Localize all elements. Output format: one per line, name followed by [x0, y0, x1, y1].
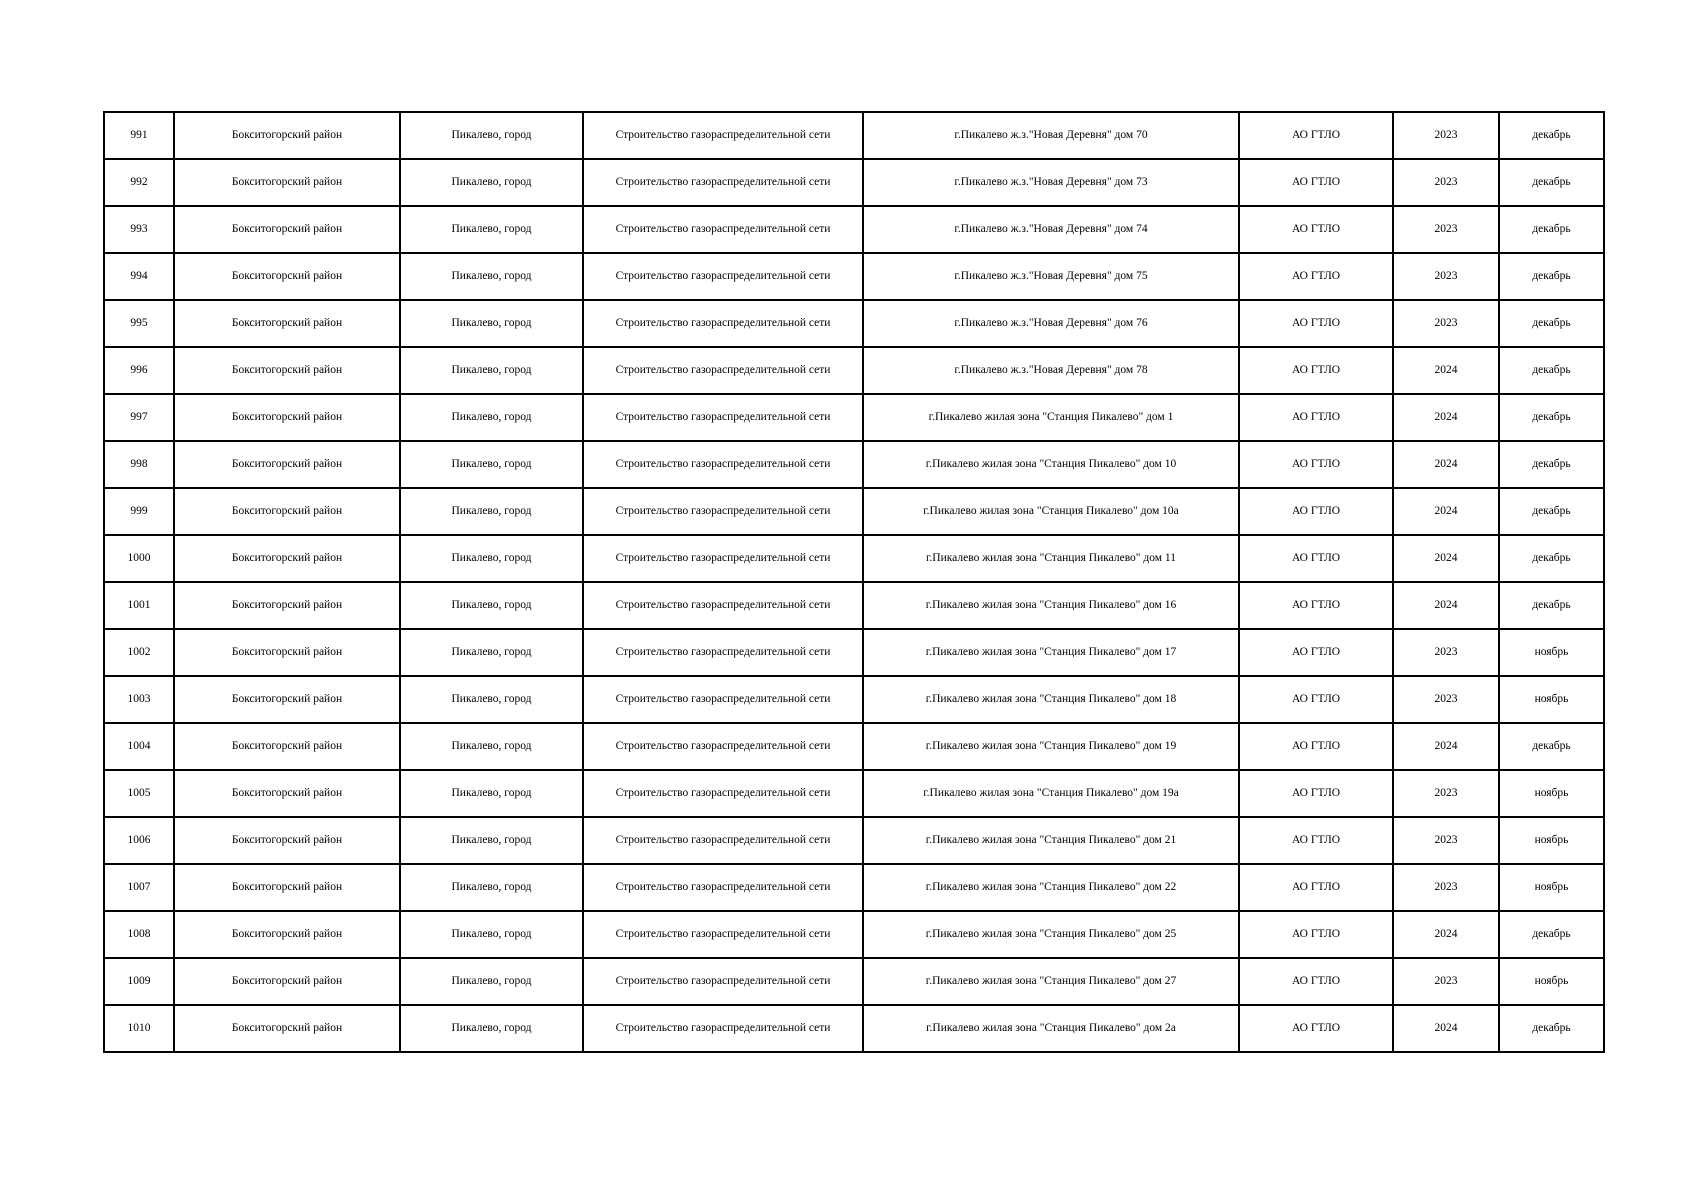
table-row — [104, 723, 1604, 770]
district-cell: Бокситогорский район — [174, 911, 400, 958]
district-cell: Бокситогорский район — [174, 441, 400, 488]
work-type-cell: Строительство газораспределительной сети — [583, 253, 863, 300]
locality-cell: Пикалево, город — [400, 159, 583, 206]
work-type-cell: Строительство газораспределительной сети — [583, 300, 863, 347]
year-cell: 2024 — [1393, 488, 1499, 535]
row-number-cell: 1010 — [104, 1005, 174, 1052]
district-cell: Бокситогорский район — [174, 770, 400, 817]
work-type-cell: Строительство газораспределительной сети — [583, 864, 863, 911]
district-cell: Бокситогорский район — [174, 676, 400, 723]
address-cell: г.Пикалево ж.з."Новая Деревня" дом 70 — [863, 112, 1239, 159]
table-row — [104, 582, 1604, 629]
organization-cell: АО ГТЛО — [1239, 441, 1393, 488]
row-number-cell: 1009 — [104, 958, 174, 1005]
district-cell: Бокситогорский район — [174, 864, 400, 911]
locality-cell: Пикалево, город — [400, 770, 583, 817]
row-number-cell: 993 — [104, 206, 174, 253]
district-cell: Бокситогорский район — [174, 347, 400, 394]
address-cell: г.Пикалево жилая зона "Станция Пикалево" дом 27 — [863, 958, 1239, 1005]
locality-cell: Пикалево, город — [400, 629, 583, 676]
row-number-cell: 997 — [104, 394, 174, 441]
row-number-cell: 1004 — [104, 723, 174, 770]
work-type-cell: Строительство газораспределительной сети — [583, 347, 863, 394]
year-cell: 2024 — [1393, 1005, 1499, 1052]
locality-cell: Пикалево, город — [400, 206, 583, 253]
year-cell: 2024 — [1393, 347, 1499, 394]
work-type-cell: Строительство газораспределительной сети — [583, 1005, 863, 1052]
locality-cell: Пикалево, город — [400, 958, 583, 1005]
table-row — [104, 817, 1604, 864]
table-row — [104, 159, 1604, 206]
year-cell: 2023 — [1393, 206, 1499, 253]
table-row — [104, 535, 1604, 582]
district-cell: Бокситогорский район — [174, 723, 400, 770]
year-cell: 2023 — [1393, 112, 1499, 159]
district-cell: Бокситогорский район — [174, 958, 400, 1005]
row-number-cell: 995 — [104, 300, 174, 347]
month-cell: ноябрь — [1499, 629, 1604, 676]
address-cell: г.Пикалево жилая зона "Станция Пикалево" дом 11 — [863, 535, 1239, 582]
month-cell: декабрь — [1499, 723, 1604, 770]
work-type-cell: Строительство газораспределительной сети — [583, 770, 863, 817]
row-number-cell: 1007 — [104, 864, 174, 911]
address-cell: г.Пикалево ж.з."Новая Деревня" дом 73 — [863, 159, 1239, 206]
organization-cell: АО ГТЛО — [1239, 535, 1393, 582]
district-cell: Бокситогорский район — [174, 535, 400, 582]
table-row — [104, 441, 1604, 488]
row-number-cell: 1002 — [104, 629, 174, 676]
year-cell: 2023 — [1393, 770, 1499, 817]
month-cell: декабрь — [1499, 441, 1604, 488]
table-row — [104, 958, 1604, 1005]
locality-cell: Пикалево, город — [400, 253, 583, 300]
month-cell: ноябрь — [1499, 817, 1604, 864]
district-cell: Бокситогорский район — [174, 582, 400, 629]
month-cell: декабрь — [1499, 535, 1604, 582]
organization-cell: АО ГТЛО — [1239, 817, 1393, 864]
table-row — [104, 253, 1604, 300]
table-row — [104, 676, 1604, 723]
month-cell: декабрь — [1499, 394, 1604, 441]
organization-cell: АО ГТЛО — [1239, 770, 1393, 817]
work-type-cell: Строительство газораспределительной сети — [583, 582, 863, 629]
table-row — [104, 394, 1604, 441]
locality-cell: Пикалево, город — [400, 347, 583, 394]
year-cell: 2024 — [1393, 582, 1499, 629]
locality-cell: Пикалево, город — [400, 1005, 583, 1052]
document-table — [103, 111, 1605, 1053]
year-cell: 2023 — [1393, 817, 1499, 864]
locality-cell: Пикалево, город — [400, 723, 583, 770]
locality-cell: Пикалево, город — [400, 864, 583, 911]
organization-cell: АО ГТЛО — [1239, 206, 1393, 253]
work-type-cell: Строительство газораспределительной сети — [583, 394, 863, 441]
address-cell: г.Пикалево жилая зона "Станция Пикалево" дом 21 — [863, 817, 1239, 864]
district-cell: Бокситогорский район — [174, 629, 400, 676]
district-cell: Бокситогорский район — [174, 817, 400, 864]
locality-cell: Пикалево, город — [400, 441, 583, 488]
month-cell: декабрь — [1499, 488, 1604, 535]
year-cell: 2024 — [1393, 723, 1499, 770]
organization-cell: АО ГТЛО — [1239, 958, 1393, 1005]
month-cell: декабрь — [1499, 300, 1604, 347]
locality-cell: Пикалево, город — [400, 911, 583, 958]
address-cell: г.Пикалево ж.з."Новая Деревня" дом 74 — [863, 206, 1239, 253]
year-cell: 2023 — [1393, 159, 1499, 206]
row-number-cell: 991 — [104, 112, 174, 159]
organization-cell: АО ГТЛО — [1239, 629, 1393, 676]
month-cell: ноябрь — [1499, 958, 1604, 1005]
work-type-cell: Строительство газораспределительной сети — [583, 723, 863, 770]
row-number-cell: 996 — [104, 347, 174, 394]
table-row — [104, 629, 1604, 676]
work-type-cell: Строительство газораспределительной сети — [583, 441, 863, 488]
row-number-cell: 998 — [104, 441, 174, 488]
organization-cell: АО ГТЛО — [1239, 582, 1393, 629]
address-cell: г.Пикалево жилая зона "Станция Пикалево" дом 25 — [863, 911, 1239, 958]
organization-cell: АО ГТЛО — [1239, 676, 1393, 723]
table-row — [104, 488, 1604, 535]
table-row — [104, 770, 1604, 817]
locality-cell: Пикалево, город — [400, 112, 583, 159]
district-cell: Бокситогорский район — [174, 1005, 400, 1052]
table-row — [104, 864, 1604, 911]
address-cell: г.Пикалево жилая зона "Станция Пикалево" дом 2а — [863, 1005, 1239, 1052]
district-cell: Бокситогорский район — [174, 488, 400, 535]
row-number-cell: 1006 — [104, 817, 174, 864]
month-cell: ноябрь — [1499, 864, 1604, 911]
address-cell: г.Пикалево ж.з."Новая Деревня" дом 75 — [863, 253, 1239, 300]
month-cell: декабрь — [1499, 911, 1604, 958]
table-row — [104, 206, 1604, 253]
work-type-cell: Строительство газораспределительной сети — [583, 206, 863, 253]
row-number-cell: 994 — [104, 253, 174, 300]
work-type-cell: Строительство газораспределительной сети — [583, 535, 863, 582]
organization-cell: АО ГТЛО — [1239, 159, 1393, 206]
address-cell: г.Пикалево жилая зона "Станция Пикалево" дом 10а — [863, 488, 1239, 535]
month-cell: декабрь — [1499, 159, 1604, 206]
locality-cell: Пикалево, город — [400, 535, 583, 582]
table-row — [104, 1005, 1604, 1052]
row-number-cell: 992 — [104, 159, 174, 206]
year-cell: 2023 — [1393, 253, 1499, 300]
organization-cell: АО ГТЛО — [1239, 723, 1393, 770]
locality-cell: Пикалево, город — [400, 582, 583, 629]
address-cell: г.Пикалево жилая зона "Станция Пикалево" дом 22 — [863, 864, 1239, 911]
year-cell: 2023 — [1393, 300, 1499, 347]
year-cell: 2023 — [1393, 629, 1499, 676]
district-cell: Бокситогорский район — [174, 112, 400, 159]
locality-cell: Пикалево, город — [400, 488, 583, 535]
address-cell: г.Пикалево ж.з."Новая Деревня" дом 78 — [863, 347, 1239, 394]
address-cell: г.Пикалево жилая зона "Станция Пикалево" дом 17 — [863, 629, 1239, 676]
organization-cell: АО ГТЛО — [1239, 911, 1393, 958]
month-cell: декабрь — [1499, 206, 1604, 253]
district-cell: Бокситогорский район — [174, 159, 400, 206]
locality-cell: Пикалево, город — [400, 300, 583, 347]
address-cell: г.Пикалево жилая зона "Станция Пикалево" дом 10 — [863, 441, 1239, 488]
table-body — [104, 112, 1604, 1052]
row-number-cell: 1001 — [104, 582, 174, 629]
year-cell: 2024 — [1393, 911, 1499, 958]
organization-cell: АО ГТЛО — [1239, 300, 1393, 347]
row-number-cell: 1000 — [104, 535, 174, 582]
organization-cell: АО ГТЛО — [1239, 112, 1393, 159]
year-cell: 2023 — [1393, 676, 1499, 723]
work-type-cell: Строительство газораспределительной сети — [583, 629, 863, 676]
month-cell: декабрь — [1499, 347, 1604, 394]
locality-cell: Пикалево, город — [400, 394, 583, 441]
address-cell: г.Пикалево жилая зона "Станция Пикалево" дом 18 — [863, 676, 1239, 723]
month-cell: декабрь — [1499, 112, 1604, 159]
month-cell: ноябрь — [1499, 676, 1604, 723]
year-cell: 2024 — [1393, 394, 1499, 441]
district-cell: Бокситогорский район — [174, 300, 400, 347]
locality-cell: Пикалево, город — [400, 817, 583, 864]
district-cell: Бокситогорский район — [174, 394, 400, 441]
table-row — [104, 347, 1604, 394]
year-cell: 2023 — [1393, 958, 1499, 1005]
work-type-cell: Строительство газораспределительной сети — [583, 911, 863, 958]
district-cell: Бокситогорский район — [174, 206, 400, 253]
row-number-cell: 1005 — [104, 770, 174, 817]
work-type-cell: Строительство газораспределительной сети — [583, 488, 863, 535]
organization-cell: АО ГТЛО — [1239, 488, 1393, 535]
table-row — [104, 300, 1604, 347]
address-cell: г.Пикалево жилая зона "Станция Пикалево" дом 16 — [863, 582, 1239, 629]
organization-cell: АО ГТЛО — [1239, 394, 1393, 441]
year-cell: 2023 — [1393, 864, 1499, 911]
organization-cell: АО ГТЛО — [1239, 347, 1393, 394]
address-cell: г.Пикалево жилая зона "Станция Пикалево" дом 19 — [863, 723, 1239, 770]
year-cell: 2024 — [1393, 441, 1499, 488]
month-cell: декабрь — [1499, 1005, 1604, 1052]
work-type-cell: Строительство газораспределительной сети — [583, 676, 863, 723]
work-type-cell: Строительство газораспределительной сети — [583, 958, 863, 1005]
organization-cell: АО ГТЛО — [1239, 864, 1393, 911]
organization-cell: АО ГТЛО — [1239, 1005, 1393, 1052]
row-number-cell: 999 — [104, 488, 174, 535]
work-type-cell: Строительство газораспределительной сети — [583, 817, 863, 864]
work-type-cell: Строительство газораспределительной сети — [583, 159, 863, 206]
month-cell: декабрь — [1499, 582, 1604, 629]
table-row — [104, 911, 1604, 958]
locality-cell: Пикалево, город — [400, 676, 583, 723]
row-number-cell: 1008 — [104, 911, 174, 958]
work-type-cell: Строительство газораспределительной сети — [583, 112, 863, 159]
address-cell: г.Пикалево жилая зона "Станция Пикалево" дом 19а — [863, 770, 1239, 817]
district-cell: Бокситогорский район — [174, 253, 400, 300]
address-cell: г.Пикалево жилая зона "Станция Пикалево" дом 1 — [863, 394, 1239, 441]
table-row — [104, 112, 1604, 159]
month-cell: декабрь — [1499, 253, 1604, 300]
year-cell: 2024 — [1393, 535, 1499, 582]
row-number-cell: 1003 — [104, 676, 174, 723]
organization-cell: АО ГТЛО — [1239, 253, 1393, 300]
month-cell: ноябрь — [1499, 770, 1604, 817]
address-cell: г.Пикалево ж.з."Новая Деревня" дом 76 — [863, 300, 1239, 347]
